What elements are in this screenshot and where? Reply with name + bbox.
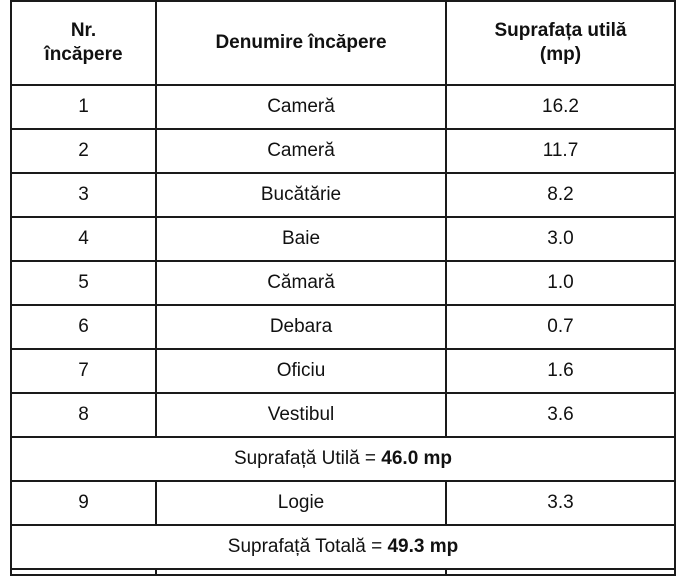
room-number: 8 — [11, 393, 156, 437]
header-room-name: Denumire încăpere — [156, 1, 446, 85]
header-useful-area-line1: Suprafața utilă — [494, 20, 627, 41]
room-area: 1.0 — [446, 261, 675, 305]
room-number: 1 — [11, 85, 156, 129]
table-row — [11, 481, 675, 525]
table-header-row — [11, 1, 675, 85]
room-name: Logie — [156, 481, 446, 525]
useful-area-total-label: Suprafață Utilă = — [233, 448, 382, 469]
table-row — [11, 393, 675, 437]
table-row — [11, 173, 675, 217]
table-row — [11, 129, 675, 173]
grand-total — [11, 525, 675, 569]
grand-total-row — [11, 525, 675, 569]
tail-cell — [446, 569, 675, 575]
room-area: 11.7 — [446, 129, 675, 173]
table-row — [11, 85, 675, 129]
table-row — [11, 349, 675, 393]
header-useful-area — [446, 1, 675, 85]
table-row — [11, 217, 675, 261]
room-name: Cameră — [156, 129, 446, 173]
header-useful-area-line2: (mp) — [539, 44, 582, 65]
room-name: Oficiu — [156, 349, 446, 393]
tail-cell — [156, 569, 446, 575]
room-area: 8.2 — [446, 173, 675, 217]
room-name: Bucătărie — [156, 173, 446, 217]
tail-cell — [11, 569, 156, 575]
room-area: 0.7 — [446, 305, 675, 349]
room-name: Cameră — [156, 85, 446, 129]
room-number: 3 — [11, 173, 156, 217]
header-room-number-line2: încăpere — [44, 44, 123, 65]
grand-total-value: 49.3 mp — [387, 536, 459, 557]
useful-area-total-value: 46.0 mp — [381, 448, 453, 469]
room-name: Baie — [156, 217, 446, 261]
header-room-number-line1: Nr. — [70, 20, 97, 41]
room-name: Cămară — [156, 261, 446, 305]
header-room-number — [11, 1, 156, 85]
room-area: 3.0 — [446, 217, 675, 261]
room-area-table — [10, 0, 676, 576]
table-tail-row — [11, 569, 675, 575]
useful-area-total — [11, 437, 675, 481]
table-row — [11, 305, 675, 349]
room-number: 6 — [11, 305, 156, 349]
room-number: 7 — [11, 349, 156, 393]
room-number: 4 — [11, 217, 156, 261]
room-area: 3.3 — [446, 481, 675, 525]
room-number: 9 — [11, 481, 156, 525]
grand-total-label: Suprafață Totală = — [227, 536, 388, 557]
room-name: Vestibul — [156, 393, 446, 437]
room-name: Debara — [156, 305, 446, 349]
room-number: 2 — [11, 129, 156, 173]
table-row — [11, 261, 675, 305]
useful-area-total-row — [11, 437, 675, 481]
room-area: 16.2 — [446, 85, 675, 129]
room-number: 5 — [11, 261, 156, 305]
room-area: 3.6 — [446, 393, 675, 437]
room-area: 1.6 — [446, 349, 675, 393]
